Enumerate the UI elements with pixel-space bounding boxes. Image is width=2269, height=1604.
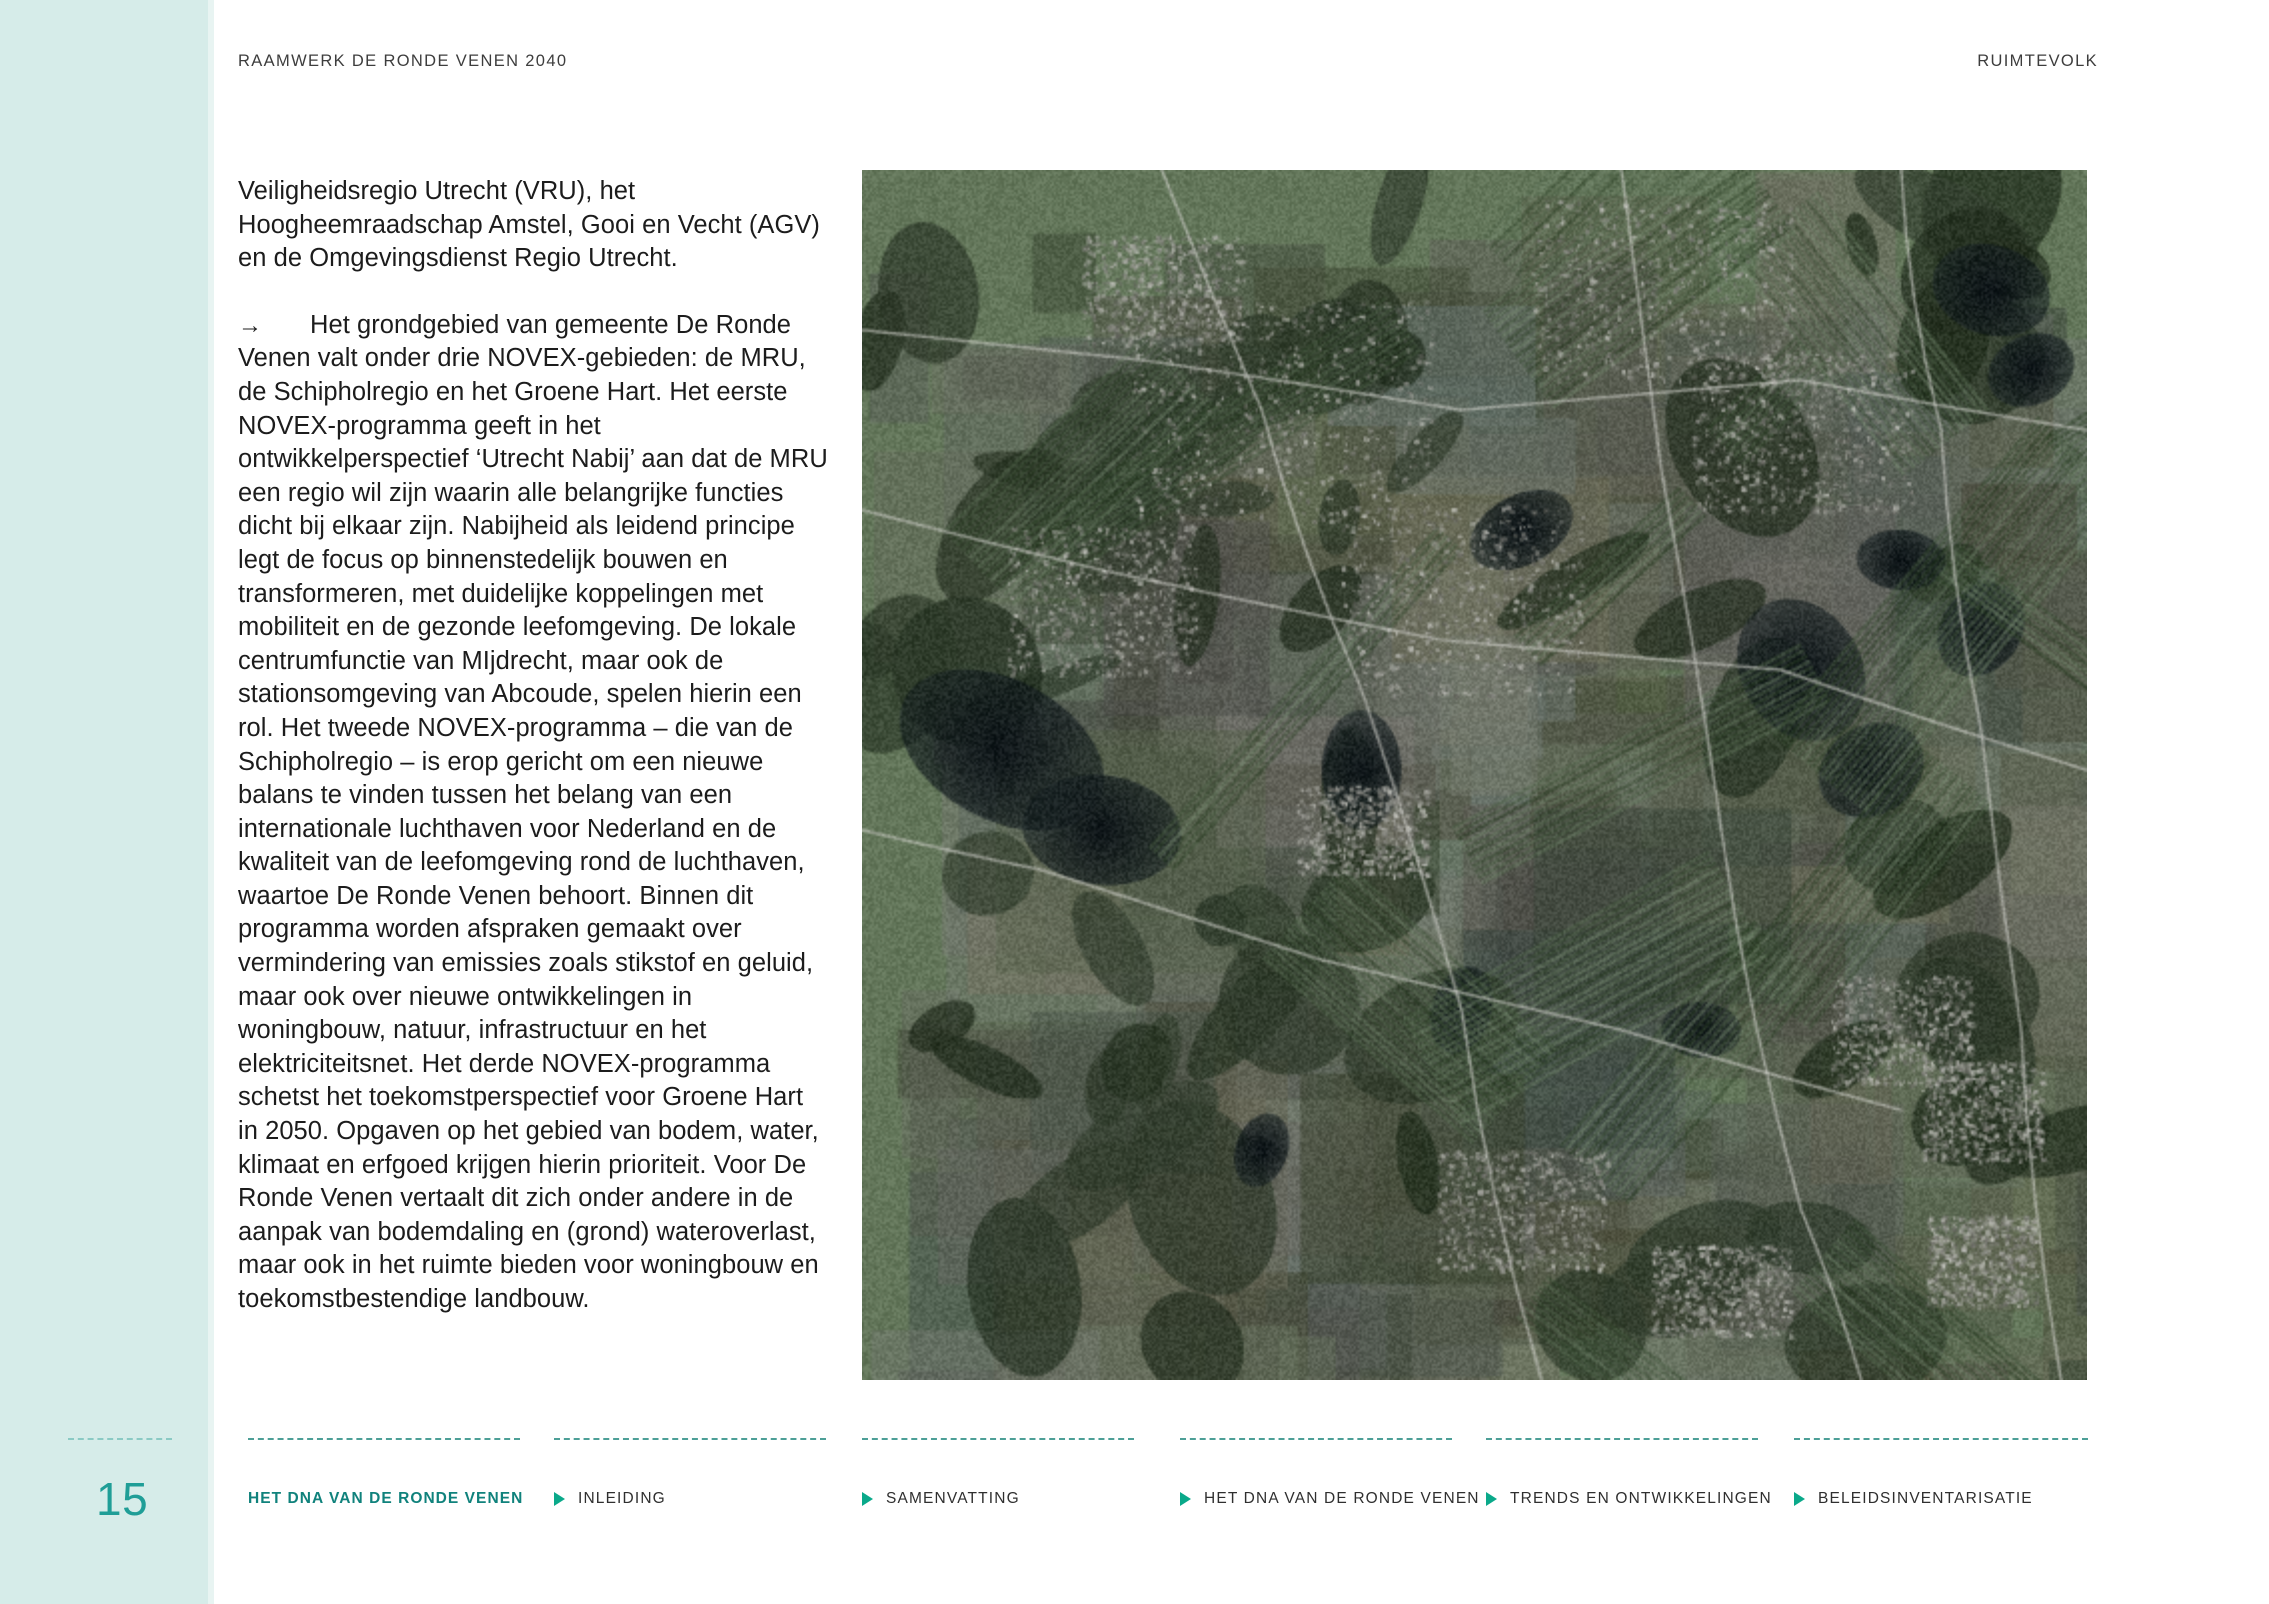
footer-rule — [862, 1438, 1134, 1440]
footer-nav-item[interactable] — [1486, 1490, 1772, 1508]
play-triangle-icon — [1486, 1492, 1497, 1506]
footer-nav-label: HET DNA VAN DE RONDE VENEN — [248, 1490, 524, 1507]
footer-nav-label: SAMENVATTING — [886, 1490, 1020, 1507]
sidebar-accent-edge — [208, 0, 214, 1604]
play-triangle-icon — [1180, 1492, 1191, 1506]
running-head — [238, 52, 2098, 71]
footer-rule — [248, 1438, 520, 1440]
arrow-marker: → — [238, 311, 263, 339]
play-triangle-icon — [862, 1492, 873, 1506]
footer-rule-group — [0, 1438, 2269, 1442]
footer-nav-item[interactable] — [1180, 1490, 1480, 1508]
footer-nav-item[interactable] — [862, 1490, 1020, 1508]
play-triangle-icon — [554, 1492, 565, 1506]
play-triangle-icon — [1794, 1492, 1805, 1506]
footer-rule — [1486, 1438, 1758, 1440]
aerial-satellite-photo — [862, 170, 2087, 1380]
paragraph-intro: Veiligheidsregio Utrecht (VRU), het Hoogheemraadschap Amstel, Gooi en Vecht (AGV) en de Omgevingsdienst Regio Utrecht. — [238, 177, 820, 273]
footer-nav-label: INLEIDING — [578, 1490, 666, 1507]
running-head-left: RAAMWERK DE RONDE VENEN 2040 — [238, 52, 568, 70]
sidebar-accent-strip — [0, 0, 208, 1604]
footer-rule — [1180, 1438, 1452, 1440]
running-head-right: RUIMTEVOLK — [1977, 52, 2098, 70]
footer-nav-item[interactable] — [554, 1490, 666, 1508]
paragraph-main-text: Het grondgebied van gemeente De Ronde Venen valt onder drie NOVEX-gebieden: de MRU, de Schipholregio en het Groene Hart. Het eerste NOVEX-programma geeft in het ontwikkelperspectief ‘Utrecht Nabij’ aan dat de MRU een regio wil zijn waarin alle belangrijke functies dicht bij elkaar zijn. Nabijheid als leidend principe legt de focus op binnenstedelijk bouwen en transformeren, met duidelijke koppelingen met mobiliteit en de gezonde leefomgeving. De lokale centrumfunctie van MIjdrecht, maar ook de stationsomgeving van Abcoude, spelen hierin een rol. Het tweede NOVEX-programma – die van de Schipholregio – is erop gericht om een nieuwe balans te vinden tussen het belang van een internationale luchthaven voor Nederland en de kwaliteit van de leefomgeving rond de luchthaven, waartoe De Ronde Venen behoort. Binnen dit programma worden afspraken gemaakt over vermindering van emissies zoals stikstof en geluid, maar ook over nieuwe ontwikkelingen in woningbouw, natuur, infrastructuur en het elektriciteitsnet. Het derde NOVEX-programma schetst het toekomstperspectief voor Groene Hart in 2050. Opgaven op het gebied van bodem, water, klimaat en erfgoed krijgen hierin prioriteit. Voor De Ronde Venen vertaalt dit zich onder andere in de aanpak van bodemdaling en (grond) wateroverlast, maar ook in het ruimte bieden voor woningbouw en toekomstbestendige landbouw. — [238, 310, 828, 1313]
footer-rule — [68, 1438, 172, 1440]
footer-nav-label: HET DNA VAN DE RONDE VENEN — [1204, 1490, 1480, 1507]
footer-navigation — [0, 1490, 2269, 1530]
aerial-photo-canvas — [862, 170, 2087, 1380]
footer-rule — [1794, 1438, 2088, 1440]
footer-nav-item[interactable] — [1794, 1490, 2033, 1508]
body-text-column — [238, 175, 830, 1317]
footer-nav-item[interactable] — [248, 1490, 523, 1508]
footer-nav-label: TRENDS EN ONTWIKKELINGEN — [1510, 1490, 1772, 1507]
footer-nav-label: BELEIDSINVENTARISATIE — [1818, 1490, 2033, 1507]
footer-rule — [554, 1438, 826, 1440]
paragraph-main — [238, 309, 830, 1317]
page-number: 15 — [96, 1473, 149, 1525]
